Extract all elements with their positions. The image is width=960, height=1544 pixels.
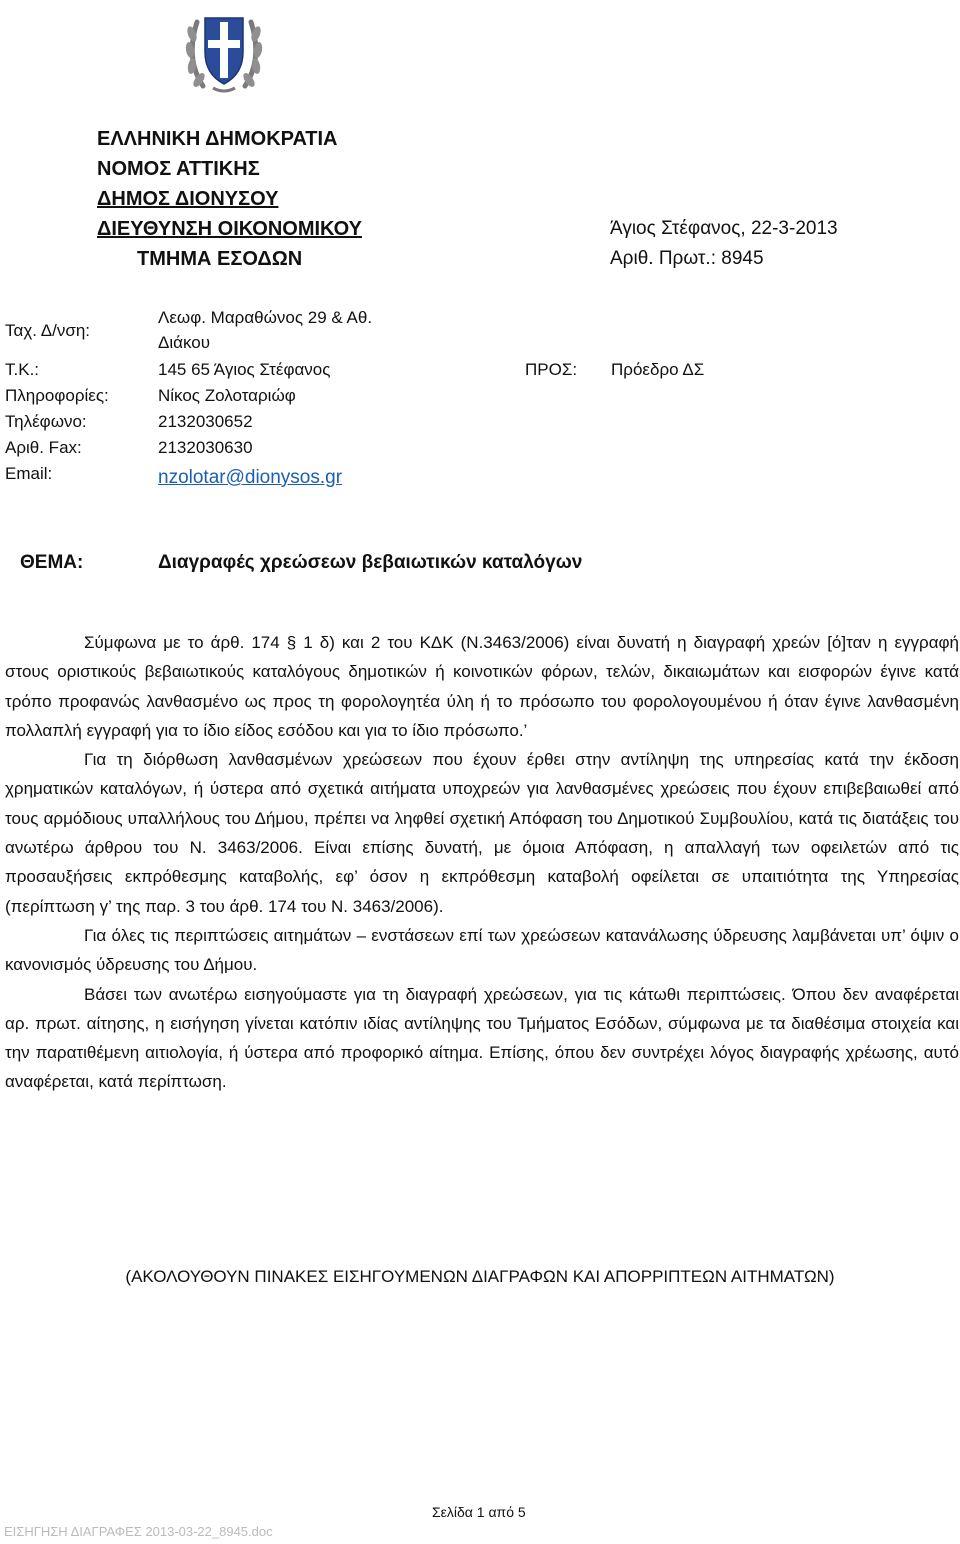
body-paragraph-4: Βάσει των ανωτέρω εισηγούμαστε για τη διαγραφή χρεώσεων, για τις κάτωθι περιπτώσεις. Όπου δεν αναφέρεται αρ. πρωτ. αίτησης, η εισήγηση γίνεται κατόπιν ιδίας αντίληψης του Τμήματος Εσόδων, σύμφωνα με τα διαθέσιμα στοιχεία και την παρατιθέμενη αιτιολογία, ή ύστερα από προφορικό αίτημα. Επίσης, όπου δεν συντρέχει λόγος διαγραφής χρέωσης, αυτό αναφέρεται, κατά περίπτωση. [5,984,959,1092]
protocol-number: Αριθ. Πρωτ.: 8945 [610,248,764,269]
body-paragraph-3: Για όλες τις περιπτώσεις αιτημάτων – ενστάσεων επί των χρεώσεων κατανάλωσης ύδρευσης λαμβάνεται υπ’ όψιν ο κανονισμός ύδρευσης του Δήμου. [5,925,959,975]
phone-label: Τηλέφωνο: [5,412,87,431]
email-link[interactable]: nzolotar@dionysos.gr [158,467,343,488]
header-line-department: ΤΜΗΜΑ ΕΣΟΔΩΝ [137,248,303,270]
page-number: Σελίδα 1 από 5 [432,1504,526,1520]
body-paragraph-2: Για τη διόρθωση λανθασμένων χρεώσεων που έχουν έρθει στην αντίληψη της υπηρεσίας κατά την έκδοση χρηματικών καταλόγων, ή ύστερα από σχετικά αιτήματα υποχρεών για λανθασμένες χρεώσεις που έχουν επιβεβαιωθεί από τους αρμόδιους υπαλλήλους του Δήμου, πρέπει να ληφθεί σχετική Απόφαση του Δημοτικού Συμβουλίου, κατά τις διατάξεις του ανωτέρω άρθρου του Ν. 3463/2006. Είναι επίσης δυνατή, με όμοια Απόφαση, η απαλλαγή των οφειλετών από τις προσαυξήσεις εκπρόθεσμης καταβολής, εφ’ όσον η εκπρόθεσμη καταβολή οφείλεται σε υπαιτιότητα της Υπηρεσίας (περίπτωση γ’ της παρ. 3 του άρθ. 174 του Ν. 3463/2006). [5,750,959,916]
document-body [5,628,959,1097]
postcode-value: 145 65 Άγιος Στέφανος [158,360,331,379]
header-line-republic: ΕΛΛΗΝΙΚΗ ΔΗΜΟΚΡΑΤΙΑ [97,128,338,150]
document-date: Άγιος Στέφανος, 22-3-2013 [610,218,838,239]
phone-value: 2132030652 [158,412,253,431]
footer-filename: ΕΙΣΗΓΗΣΗ ΔΙΑΓΡΑΦΕΣ 2013-03-22_8945.doc [4,1524,273,1539]
fax-value: 2132030630 [158,438,253,457]
header-line-prefecture: ΝΟΜΟΣ ΑΤΤΙΚΗΣ [97,158,260,180]
header-line-municipality: ΔΗΜΟΣ ΔΙΟΝΥΣΟΥ [97,188,279,210]
recipient-label: ΠΡΟΣ: [525,360,578,379]
subject-label: ΘΕΜΑ: [20,552,84,573]
postcode-label: Τ.Κ.: [5,360,40,379]
body-paragraph-1: Σύμφωνα με το άρθ. 174 § 1 δ) και 2 του ΚΔΚ (Ν.3463/2006) είναι δυνατή η διαγραφή χρεών [ό]ταν η εγγραφή στους οριστικούς βεβαιωτικούς καταλόγους δημοτικών ή κοινοτικών φόρων, τελών, δικαιωμάτων και εισφορών έγινε κατά τρόπο προφανώς λανθασμένο ως προς τη φορολογητέα ύλη ή το πρόσωπο του φορολογουμένου ή όταν έγινε λανθασμένη πολλαπλή εγγραφή για το ίδιο είδος εσόδου και για το ίδιο πρόσωπο.’ [5,633,959,740]
issuer-header [97,124,362,274]
address-line2: Διάκου [158,333,211,352]
address-line1: Λεωφ. Μαραθώνος 29 & Αθ. [158,308,373,327]
fax-label: Αριθ. Fax: [5,438,82,457]
recipient-value: Πρόεδρο ΔΣ [611,360,705,379]
email-label: Email: [5,464,53,483]
greek-state-emblem-icon [183,4,265,96]
contact-value: Νίκος Ζολοταριώφ [158,386,296,405]
header-line-directorate: ΔΙΕΥΘΥΝΣΗ ΟΙΚΟΝΟΜΙΚΟΥ [97,218,362,240]
address-label: Ταχ. Δ/νση: [5,321,91,340]
tables-note: (ΑΚΟΛΟΥΘΟΥΝ ΠΙΝΑΚΕΣ ΕΙΣΗΓΟΥΜΕΝΩΝ ΔΙΑΓΡΑΦΩΝ ΚΑΙ ΑΠΟΡΡΙΠΤΕΩΝ ΑΙΤΗΜΑΤΩΝ) [125,1267,835,1286]
contact-label: Πληροφορίες: [5,386,109,405]
subject-text: Διαγραφές χρεώσεων βεβαιωτικών καταλόγων [158,552,583,573]
